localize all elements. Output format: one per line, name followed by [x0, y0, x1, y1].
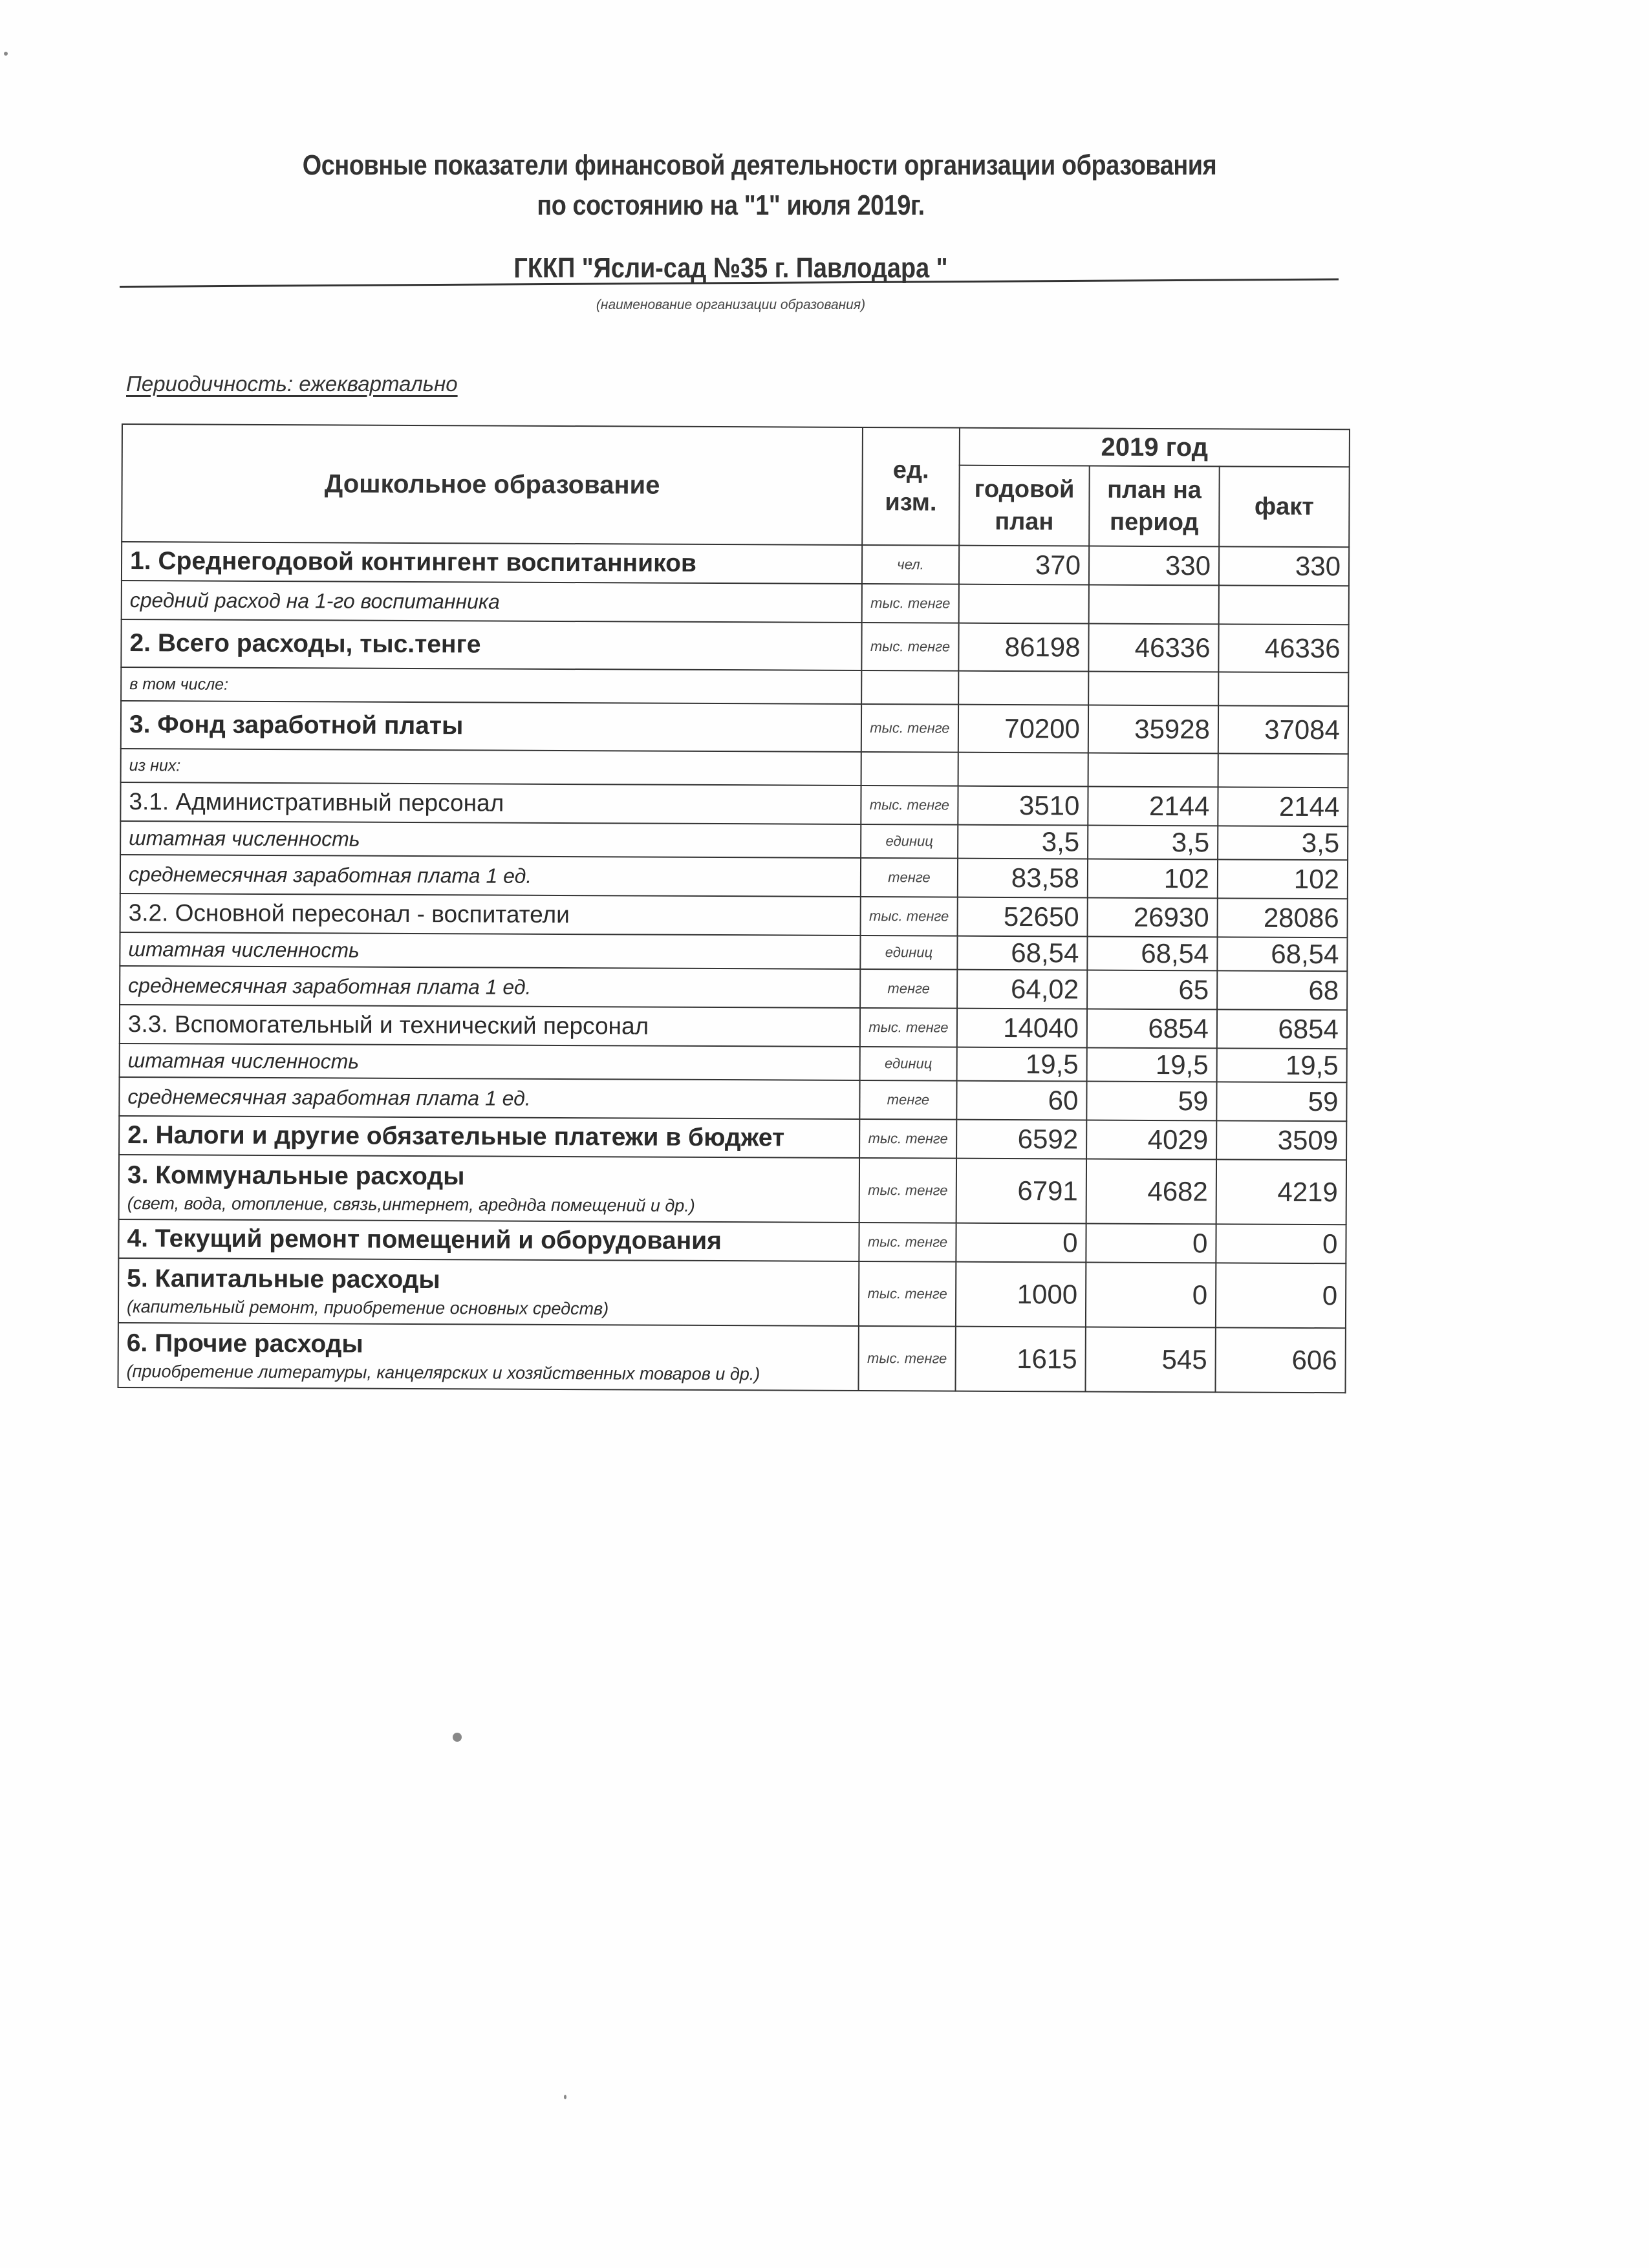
- table-row: [120, 1043, 1347, 1082]
- row-label-text: 5. Капитальные расходы: [127, 1264, 440, 1294]
- row-unit: тенге: [861, 858, 958, 897]
- cell-fact: [1219, 585, 1349, 625]
- row-unit: тыс. тенге: [859, 1223, 956, 1262]
- table-row: [119, 1077, 1346, 1121]
- table-row: [118, 1219, 1346, 1263]
- row-label: [118, 1323, 858, 1391]
- scan-speck: [453, 1733, 462, 1742]
- cell-annual-plan: 3510: [958, 786, 1088, 826]
- header-unit: [862, 427, 960, 546]
- table-row: [120, 966, 1347, 1010]
- cell-period-plan: 35928: [1088, 705, 1218, 754]
- table-row: [121, 701, 1348, 754]
- table-row: [120, 932, 1347, 971]
- cell-period-plan: [1088, 753, 1218, 787]
- cell-period-plan: 26930: [1088, 898, 1218, 937]
- row-label-text: средний расход на 1-го воспитанника: [129, 588, 500, 614]
- cell-annual-plan: 6592: [956, 1120, 1086, 1159]
- row-label: [121, 667, 861, 704]
- periodicity-label: Периодичность: ежеквартально: [126, 372, 458, 396]
- row-label-text: 6. Прочие расходы: [126, 1329, 363, 1358]
- row-label: [120, 893, 861, 936]
- cell-fact: 19,5: [1217, 1048, 1347, 1082]
- cell-fact: 68: [1217, 970, 1347, 1010]
- row-label: [121, 619, 861, 670]
- row-label: [119, 1155, 859, 1223]
- cell-annual-plan: 68,54: [957, 936, 1087, 970]
- cell-fact: 0: [1216, 1224, 1346, 1263]
- cell-period-plan: 4682: [1086, 1159, 1216, 1225]
- header-year: 2019 год: [960, 428, 1350, 467]
- cell-annual-plan: [959, 584, 1089, 624]
- table-row: [122, 542, 1349, 586]
- row-label-text: среднемесячная заработная плата 1 ед.: [127, 1084, 531, 1110]
- row-unit: тыс. тенге: [860, 1008, 957, 1047]
- row-label-text: 3. Коммунальные расходы: [127, 1161, 465, 1190]
- row-note: (капительный ремонт, приобретение основных средств): [126, 1296, 609, 1318]
- row-label: [121, 749, 861, 786]
- title-line-1: Основные показатели финансовой деятельности организации образования: [302, 149, 1217, 181]
- row-label-text: 2. Всего расходы, тыс.тенге: [129, 629, 481, 659]
- row-unit: тыс. тенге: [861, 897, 958, 936]
- cell-period-plan: 545: [1085, 1327, 1215, 1393]
- cell-fact: 46336: [1218, 624, 1348, 672]
- row-unit: тыс. тенге: [861, 623, 958, 671]
- cell-annual-plan: 70200: [958, 705, 1088, 753]
- scan-speck: [4, 52, 8, 56]
- cell-annual-plan: 60: [956, 1081, 1086, 1120]
- row-unit: [861, 670, 958, 705]
- row-label: [120, 1005, 860, 1047]
- row-label-text: штатная численность: [129, 826, 360, 851]
- document-title: [233, 145, 1229, 226]
- row-label: [119, 1116, 859, 1158]
- cell-annual-plan: 14040: [957, 1009, 1087, 1048]
- row-unit: единиц: [861, 824, 958, 859]
- row-label: [122, 581, 862, 623]
- cell-period-plan: 102: [1088, 859, 1218, 899]
- header-fact: факт: [1219, 466, 1350, 547]
- row-label: [120, 782, 861, 824]
- cell-fact: 2144: [1218, 787, 1348, 826]
- cell-period-plan: 46336: [1088, 624, 1218, 672]
- table-row: [120, 782, 1348, 826]
- row-label-text: 3.3. Вспомогательный и технический персонал: [127, 1011, 649, 1040]
- cell-fact: 28086: [1218, 898, 1348, 937]
- row-label-text: 3. Фонд заработной платы: [129, 711, 464, 740]
- table-row: [120, 855, 1348, 899]
- row-unit: единиц: [860, 936, 957, 970]
- row-label-text: в том числе:: [129, 674, 229, 694]
- cell-fact: 37084: [1218, 705, 1348, 754]
- row-unit: тыс. тенге: [862, 584, 959, 623]
- row-label: [120, 821, 861, 858]
- row-label: [118, 1219, 859, 1261]
- cell-annual-plan: 3,5: [958, 825, 1088, 859]
- header-period-plan: план на период: [1089, 466, 1220, 547]
- cell-period-plan: 68,54: [1087, 937, 1217, 971]
- cell-fact: 3509: [1216, 1120, 1346, 1160]
- table-row: [121, 619, 1348, 672]
- row-unit: тыс. тенге: [859, 1261, 956, 1327]
- table-row: [119, 1155, 1346, 1225]
- row-unit: тыс. тенге: [859, 1158, 956, 1223]
- cell-fact: 6854: [1217, 1009, 1347, 1049]
- row-label: [120, 932, 860, 969]
- row-label: [118, 1258, 859, 1326]
- cell-fact: 102: [1218, 859, 1348, 899]
- table-row: [118, 1323, 1345, 1393]
- header-section-name: Дошкольное образование: [122, 424, 863, 545]
- row-label-text: 2. Налоги и другие обязательные платежи в бюджет: [127, 1121, 785, 1152]
- organization-caption: (наименование организации образования): [596, 297, 866, 312]
- cell-annual-plan: 1000: [956, 1262, 1086, 1327]
- row-label: [120, 1043, 860, 1080]
- table-row: [119, 1116, 1346, 1160]
- row-label-text: из них:: [129, 756, 181, 775]
- cell-fact: 0: [1216, 1263, 1346, 1328]
- cell-fact: 3,5: [1218, 826, 1348, 860]
- cell-annual-plan: 19,5: [957, 1047, 1087, 1082]
- table-row: [120, 1005, 1347, 1049]
- row-label-text: 1. Среднегодовой контингент воспитанников: [129, 547, 697, 577]
- table-row: [121, 667, 1348, 706]
- row-note: (свет, вода, отопление, связь,интернет, ареднда помещений и др.): [127, 1193, 695, 1215]
- cell-period-plan: 3,5: [1088, 826, 1218, 860]
- cell-fact: 4219: [1216, 1159, 1346, 1225]
- cell-period-plan: 65: [1087, 970, 1217, 1010]
- cell-period-plan: 6854: [1087, 1009, 1217, 1049]
- cell-annual-plan: 86198: [958, 623, 1088, 672]
- header-unit-label: ед. изм.: [885, 456, 937, 517]
- row-label-text: штатная численность: [128, 937, 360, 962]
- row-label-text: 4. Текущий ремонт помещений и оборудования: [127, 1225, 722, 1256]
- cell-annual-plan: 1615: [955, 1327, 1085, 1392]
- cell-period-plan: 2144: [1088, 787, 1218, 826]
- cell-fact: [1218, 753, 1348, 787]
- cell-annual-plan: [958, 753, 1088, 787]
- table-row: [122, 581, 1349, 625]
- cell-period-plan: 330: [1089, 546, 1219, 586]
- cell-fact: [1218, 672, 1348, 706]
- row-unit: тыс. тенге: [861, 704, 958, 753]
- row-unit: тыс. тенге: [859, 1119, 956, 1159]
- row-unit: тенге: [859, 1080, 956, 1120]
- row-label: [122, 542, 862, 584]
- row-unit: тыс. тенге: [861, 786, 958, 825]
- cell-period-plan: 59: [1086, 1082, 1216, 1121]
- scan-speck: [564, 2095, 566, 2099]
- cell-annual-plan: [958, 671, 1088, 705]
- row-unit: тыс. тенге: [858, 1326, 955, 1391]
- table-row: [118, 1258, 1346, 1328]
- row-note: (приобретение литературы, канцелярских и хозяйственных товаров и др.): [126, 1361, 760, 1384]
- cell-fact: 68,54: [1217, 937, 1347, 971]
- cell-period-plan: 0: [1086, 1263, 1216, 1328]
- table-row: [120, 893, 1348, 937]
- row-unit: чел.: [862, 545, 959, 584]
- row-unit: тенге: [860, 969, 957, 1009]
- cell-period-plan: 0: [1086, 1224, 1216, 1263]
- row-label-text: штатная численность: [127, 1048, 360, 1073]
- row-label-text: 3.2. Основной пересонал - воспитатели: [128, 899, 570, 928]
- cell-annual-plan: 52650: [958, 897, 1088, 937]
- cell-fact: 606: [1215, 1327, 1345, 1393]
- organization-name: ГККП "Ясли-сад №35 г. Павлодара ": [513, 252, 948, 284]
- cell-annual-plan: 64,02: [957, 970, 1087, 1009]
- cell-annual-plan: 0: [956, 1223, 1086, 1263]
- row-label-text: 3.1. Административный персонал: [129, 788, 504, 817]
- row-label: [121, 701, 861, 752]
- cell-fact: 330: [1219, 546, 1349, 586]
- cell-annual-plan: 370: [959, 546, 1089, 585]
- row-unit: единиц: [860, 1047, 957, 1081]
- row-label-text: среднемесячная заработная плата 1 ед.: [128, 973, 532, 999]
- header-annual-plan: годовой план: [959, 465, 1090, 546]
- table-row: [120, 821, 1348, 860]
- row-label: [120, 966, 860, 1008]
- cell-period-plan: [1089, 585, 1219, 625]
- cell-annual-plan: 6791: [956, 1159, 1086, 1224]
- cell-annual-plan: 83,58: [958, 859, 1088, 898]
- cell-fact: 59: [1216, 1082, 1346, 1121]
- row-label-text: среднемесячная заработная плата 1 ед.: [128, 862, 532, 888]
- financial-indicators-table: [117, 423, 1350, 1393]
- cell-period-plan: 19,5: [1087, 1048, 1217, 1082]
- title-line-2: по состоянию на "1" июля 2019г.: [537, 189, 925, 221]
- row-label: [119, 1077, 859, 1119]
- table-body: [118, 542, 1349, 1393]
- row-unit: [861, 752, 958, 786]
- cell-period-plan: [1088, 672, 1218, 706]
- table-row: [121, 749, 1348, 787]
- cell-period-plan: 4029: [1086, 1120, 1216, 1160]
- row-label: [120, 855, 861, 897]
